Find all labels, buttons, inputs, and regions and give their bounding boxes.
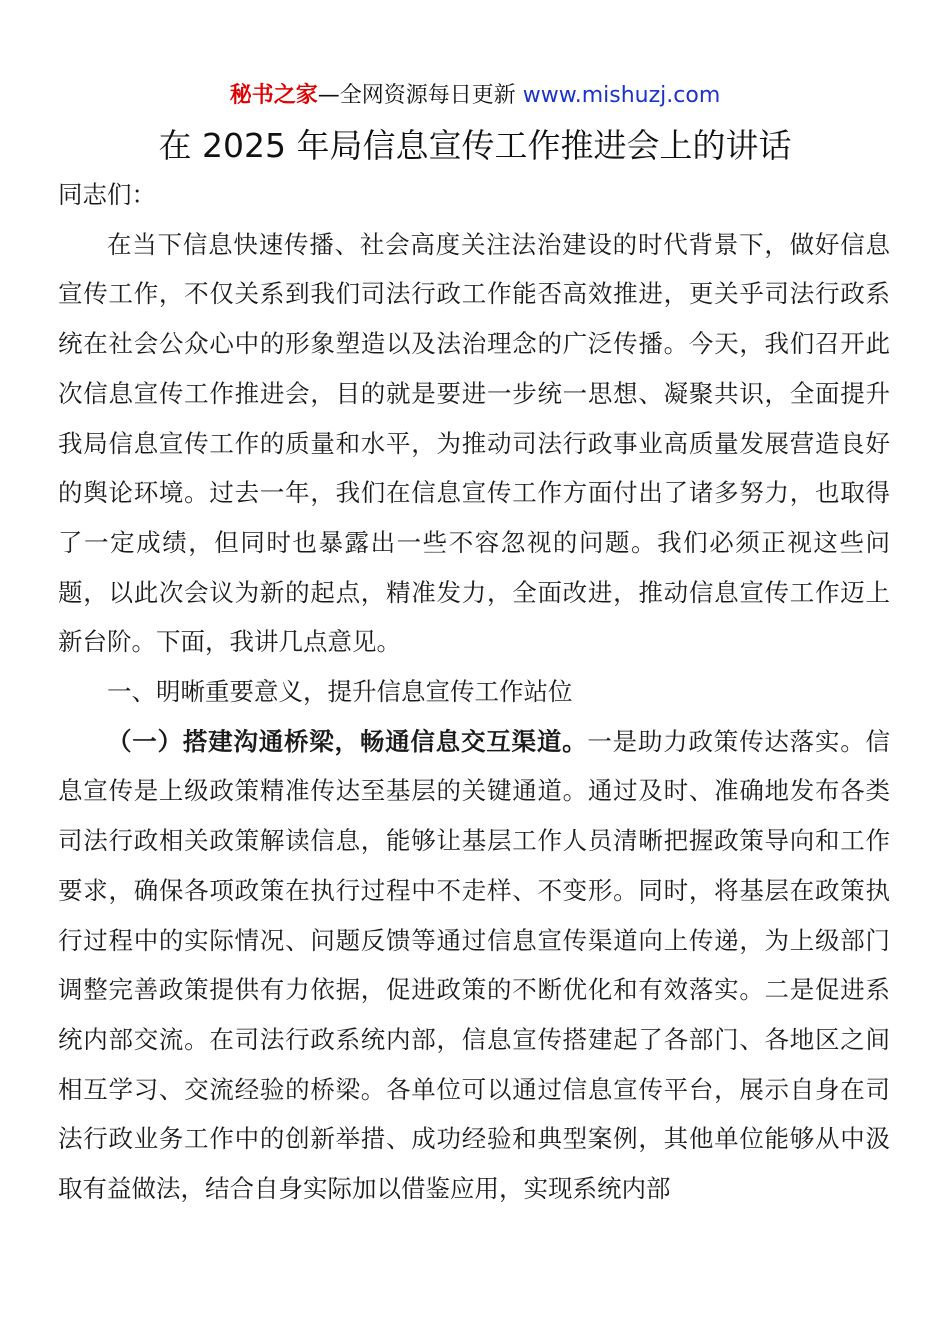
subsection-paragraph bbox=[58, 717, 890, 1214]
subsection-body: 一是助力政策传达落实。信息宣传是上级政策精准传达至基层的关键通道。通过及时、准确地发布各类司法行政相关政策解读信息，能够让基层工作人员清晰把握政策导向和工作要求，确保各项政策在执行过程中不走样、不变形。同时，将基层在政策执行过程中的实际情况、问题反馈等通过信息宣传渠道向上传递，为上级部门调整完善政策提供有力依据，促进政策的不断优化和有效落实。二是促进系统内部交流。在司法行政系统内部，信息宣传搭建起了各部门、各地区之间相互学习、交流经验的桥梁。各单位可以通过信息宣传平台，展示自身在司法行政业务工作中的创新举措、成功经验和典型案例，其他单位能够从中汲取有益做法，结合自身实际加以借鉴应用，实现系统内部 bbox=[58, 726, 891, 1204]
site-brand: 秘书之家 bbox=[229, 83, 318, 108]
document-title: 在 2025 年局信息宣传工作推进会上的讲话 bbox=[158, 126, 792, 165]
site-url-link[interactable]: www.mishuzj.com bbox=[522, 83, 721, 108]
document-body bbox=[58, 170, 890, 1214]
section-heading: 一、明晰重要意义，提升信息宣传工作站位 bbox=[107, 677, 573, 707]
intro-paragraph: 在当下信息快速传播、社会高度关注法治建设的时代背景下，做好信息宣传工作，不仅关系到我们司法行政工作能否高效推进，更关乎司法行政系统在社会公众心中的形象塑造以及法治理念的广泛传播。今天，我们召开此次信息宣传工作推进会，目的就是要进一步统一思想、凝聚共识，全面提升我局信息宣传工作的质量和水平，为推动司法行政事业高质量发展营造良好的舆论环境。过去一年，我们在信息宣传工作方面付出了诸多努力，也取得了一定成绩，但同时也暴露出一些不容忽视的问题。我们必须正视这些问题，以此次会议为新的起点，精准发力，全面改进，推动信息宣传工作迈上新台阶。下面，我讲几点意见。 bbox=[58, 229, 890, 657]
subsection-heading: （一）搭建沟通桥梁，畅通信息交互渠道。 bbox=[107, 726, 588, 756]
site-tagline: —全网资源每日更新 bbox=[317, 83, 516, 108]
salutation: 同志们： bbox=[58, 180, 156, 209]
site-header bbox=[0, 80, 950, 112]
